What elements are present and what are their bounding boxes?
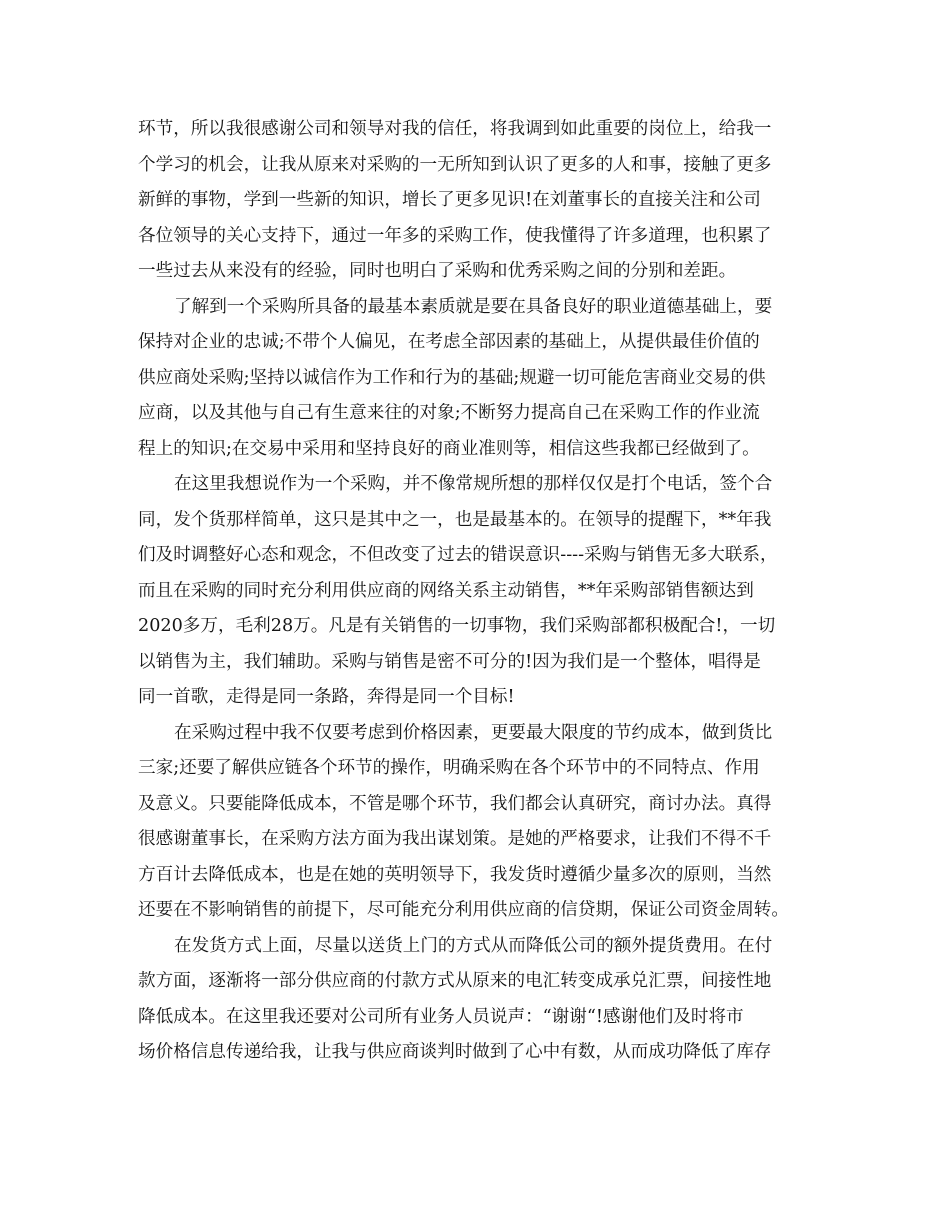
text-line: 而且在采购的同时充分利用供应商的网络关系主动销售，**年采购部销售额达到 <box>138 580 754 601</box>
text-line: 在发货方式上面，尽量以送货上门的方式从而降低公司的额外提货费用。在付 <box>174 935 773 956</box>
text-line: 个学习的机会，让我从原来对采购的一无所知到认识了更多的人和事，接触了更多 <box>138 154 772 175</box>
text-line: 们及时调整好心态和观念，不但改变了过去的错误意识----采购与销售无多大联系， <box>138 545 778 565</box>
text-line: 在这里我想说作为一个采购，并不像常规所想的那样仅仅是打个电话，签个合 <box>174 474 773 494</box>
paragraph <box>138 290 820 468</box>
paragraph <box>138 112 820 290</box>
paragraph <box>138 467 820 716</box>
paragraph <box>138 716 820 929</box>
text-line: 方百计去降低成本，也是在她的英明领导下，我发货时遵循少量多次的原则，当然 <box>138 864 772 885</box>
text-line: 同一首歌，走得是同一条路，奔得是同一个目标! <box>138 687 515 707</box>
text-line: 了解到一个采购所具备的最基本素质就是要在具备良好的职业道德基础上，要 <box>174 296 773 317</box>
paragraph <box>138 929 820 1071</box>
text-line: 保持对企业的忠诚;不带个人偏见，在考虑全部因素的基础上，从提供最佳价值的 <box>138 332 760 352</box>
text-line: 很感谢董事长，在采购方法方面为我出谋划策。是她的严格要求，让我们不得不千 <box>138 829 772 849</box>
text-line: 程上的知识;在交易中采用和坚持良好的商业准则等，相信这些我都已经做到了。 <box>138 438 760 459</box>
text-line: 降低成本。在这里我还要对公司所有业务人员说声：“谢谢“!感谢他们及时将市 <box>138 1006 744 1027</box>
text-line: 三家;还要了解供应链各个环节的操作，明确采购在各个环节中的不同特点、作用 <box>138 758 760 778</box>
text-line: 在采购过程中我不仅要考虑到价格因素，更要最大限度的节约成本，做到货比 <box>174 722 773 743</box>
text-line: 新鲜的事物，学到一些新的知识，增长了更多见识!在刘董事长的直接关注和公司 <box>138 190 761 210</box>
text-line: 环节，所以我很感谢公司和领导对我的信任，将我调到如此重要的岗位上，给我一 <box>138 119 772 139</box>
document-body <box>138 112 820 1071</box>
text-line: 供应商处采购;坚持以诚信作为工作和行为的基础;规避一切可能危害商业交易的供 <box>138 367 766 388</box>
text-line: 款方面，逐渐将一部分供应商的付款方式从原来的电汇转变成承兑汇票，间接性地 <box>138 971 772 991</box>
text-line: 以销售为主，我们辅助。采购与销售是密不可分的!因为我们是一个整体，唱得是 <box>138 651 761 672</box>
text-line: 应商，以及其他与自己有生意来往的对象;不断努力提高自己在采购工作的作业流 <box>138 403 760 423</box>
text-line: 场价格信息传递给我，让我与供应商谈判时做到了心中有数，从而成功降低了库存 <box>138 1042 772 1062</box>
text-line: 同，发个货那样简单，这只是其中之一，也是最基本的。在领导的提醒下，**年我 <box>138 509 772 530</box>
text-line: 2020多万，毛利28万。凡是有关销售的一切事物，我们采购部都积极配合!，一切 <box>138 616 776 636</box>
text-line: 及意义。只要能降低成本，不管是哪个环节，我们都会认真研究，商讨办法。真得 <box>138 793 772 814</box>
text-line: 一些过去从来没有的经验，同时也明白了采购和优秀采购之间的分别和差距。 <box>138 261 737 281</box>
text-line: 各位领导的关心支持下，通过一年多的采购工作，使我懂得了许多道理，也积累了 <box>138 225 772 246</box>
text-line: 还要在不影响销售的前提下，尽可能充分利用供应商的信贷期，保证公司资金周转。 <box>138 900 789 920</box>
